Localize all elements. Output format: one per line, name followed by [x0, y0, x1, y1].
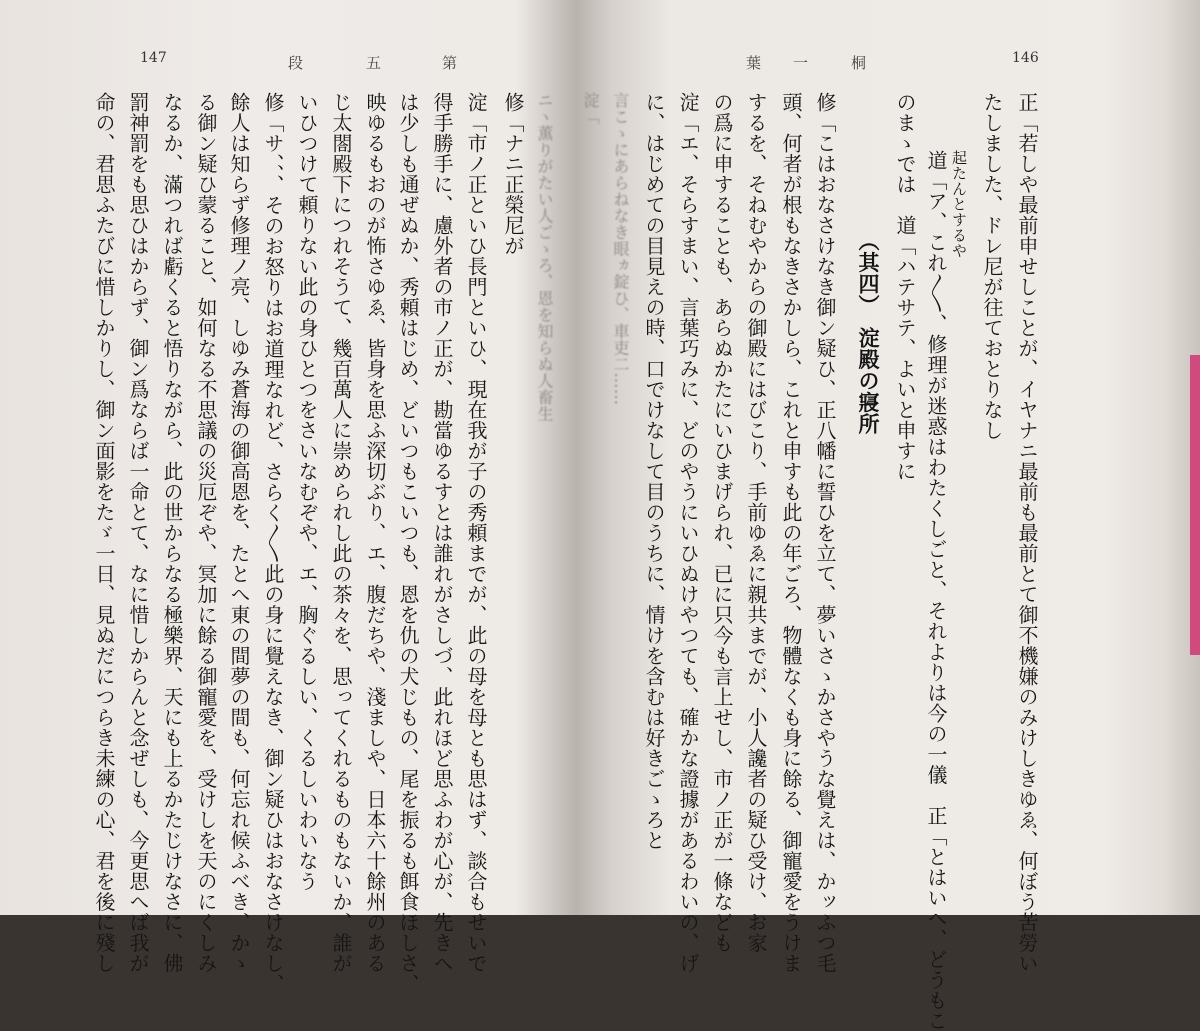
text-column: 得手勝手に、慮外者の市ノ正が、勘當ゆるすとは誰れがさしづ、此れほど思ふわが心が、先きへ — [430, 92, 454, 974]
text-column: る御ン疑ひ蒙ること、如何なる不思議の災厄ぞや、冥加に餘る御寵愛を、受けしを天のにくしみ — [194, 92, 218, 974]
running-header-left-2: 五 — [366, 54, 382, 72]
page-edge-marker — [1190, 355, 1200, 655]
text-column: に、はじめての目見えの時、口でけなして目のうちに、情けを含むは好きごゝろと — [642, 92, 666, 851]
text-column: 映ゆるもおのが怖さゆゑ、皆身を思ふ深切ぶり、エ、腹だちや、淺ましや、日本六十餘州のある — [363, 92, 387, 974]
text-column: の爲に申することも、あらぬかたにいひまげられ、已に只今も言上せし、市ノ正が一條なども — [710, 92, 734, 953]
text-column: いひつけて頼りない此の身ひとつをさいなむぞや、エ、胸ぐるしい、くるしいわいなう — [295, 92, 319, 892]
text-column: たしました、ドレ尼が往ておとりなし — [980, 92, 1004, 441]
running-header-right-2: 一 — [793, 54, 809, 72]
page-number-left: 147 — [140, 50, 167, 66]
text-column: 淀「エ、そらすまい、言葉巧みに、どのやうにいひぬけやつても、確かな證據があるわいの、げ — [676, 92, 700, 974]
text-column-faint: 淀「 — [581, 92, 600, 125]
running-header-right-3: 葉 — [746, 54, 762, 72]
stage-direction: 起たんとするや — [950, 150, 968, 259]
text-column: 命の、君思ふたびに惜しかりし、御ン面影をたゞ一日、見ぬだにつらき未練の心、君を後に殘し — [92, 92, 116, 974]
running-header-left-3: 段 — [288, 54, 304, 72]
text-column: 修「ナニ正榮尼が — [501, 92, 525, 256]
text-column: なるか、滿つれば虧くると悟りながら、此の世からなる極樂界、天にも上るかたじけなさに、佛 — [160, 92, 184, 974]
text-column: 正「若しや最前申せしことが、イヤナニ最前も最前とて御不機嫌のみけしきゆゑ、何ぼう苦勞い — [1015, 92, 1039, 974]
text-column: するを、そねむやからの御殿にはびこり、手前ゆゑに親共までが、小人讒者の疑ひ受け、お家 — [744, 92, 768, 953]
text-column: は少しも通ぜぬか、秀頼はじめ、どいつもこいつも、恩を仇の犬じもの、尾を振るも餌食ほしさ、 — [396, 92, 420, 994]
text-column: 餘人は知らず修理ノ亮、しゆみ蒼海の御高恩を、たとへ東の間夢の間も、何忘れ候ふべき、かゝ — [227, 92, 251, 974]
text-column-faint: 言こゝにあらねなき眼ヵ錠ひ、車吏二…… — [611, 92, 630, 406]
text-column-faint: ニヽ薫りがたい人ごゝろ、恩を知らぬ人畜生 — [535, 92, 554, 422]
running-header-left-1: 第 — [442, 54, 458, 72]
page-number-right: 146 — [1012, 50, 1039, 66]
section-heading: （其四） 淀殿の寢所 — [856, 230, 881, 435]
text-column: 頭、何者が根もなきさかしら、これと申すも此の年ごろ、物體なくも身に餘る、御寵愛をうけま — [779, 92, 803, 974]
text-column: 淀「市ノ正といひ長門といひ、現在我が子の秀頼までが、此の母を母とも思はず、談合もせいで — [464, 92, 488, 974]
running-header-right-1: 桐 — [851, 54, 867, 72]
text-column: 修「サ、、、そのお怒りはお道理なれど、さらく〳〵此の身に覺えなき、御ン疑ひはおなさけなし、 — [261, 92, 285, 994]
text-column: 修「こはおなさけなき御ン疑ひ、正八幡に誓ひを立て、夢いさゝかさやうな覺えは、かッふつ毛 — [813, 92, 837, 974]
text-column: 罰神罰をも思ひはからず、御ン爲ならば一命とて、なに惜しからんと念ぜしも、今更思へば我が — [126, 92, 150, 974]
text-column: 道「ア、これ〳〵、修理が迷惑はわたくしごと、それよりは今の一儀 正「とはいへ、どうもこ — [924, 150, 948, 1031]
text-column: じ太閤殿下につれそうて、幾百萬人に崇められし此の茶々を、思ってくれるものもないか、誰が — [329, 92, 353, 974]
text-column: のまゝでは 道「ハテサテ、よいと申すに — [893, 92, 917, 482]
